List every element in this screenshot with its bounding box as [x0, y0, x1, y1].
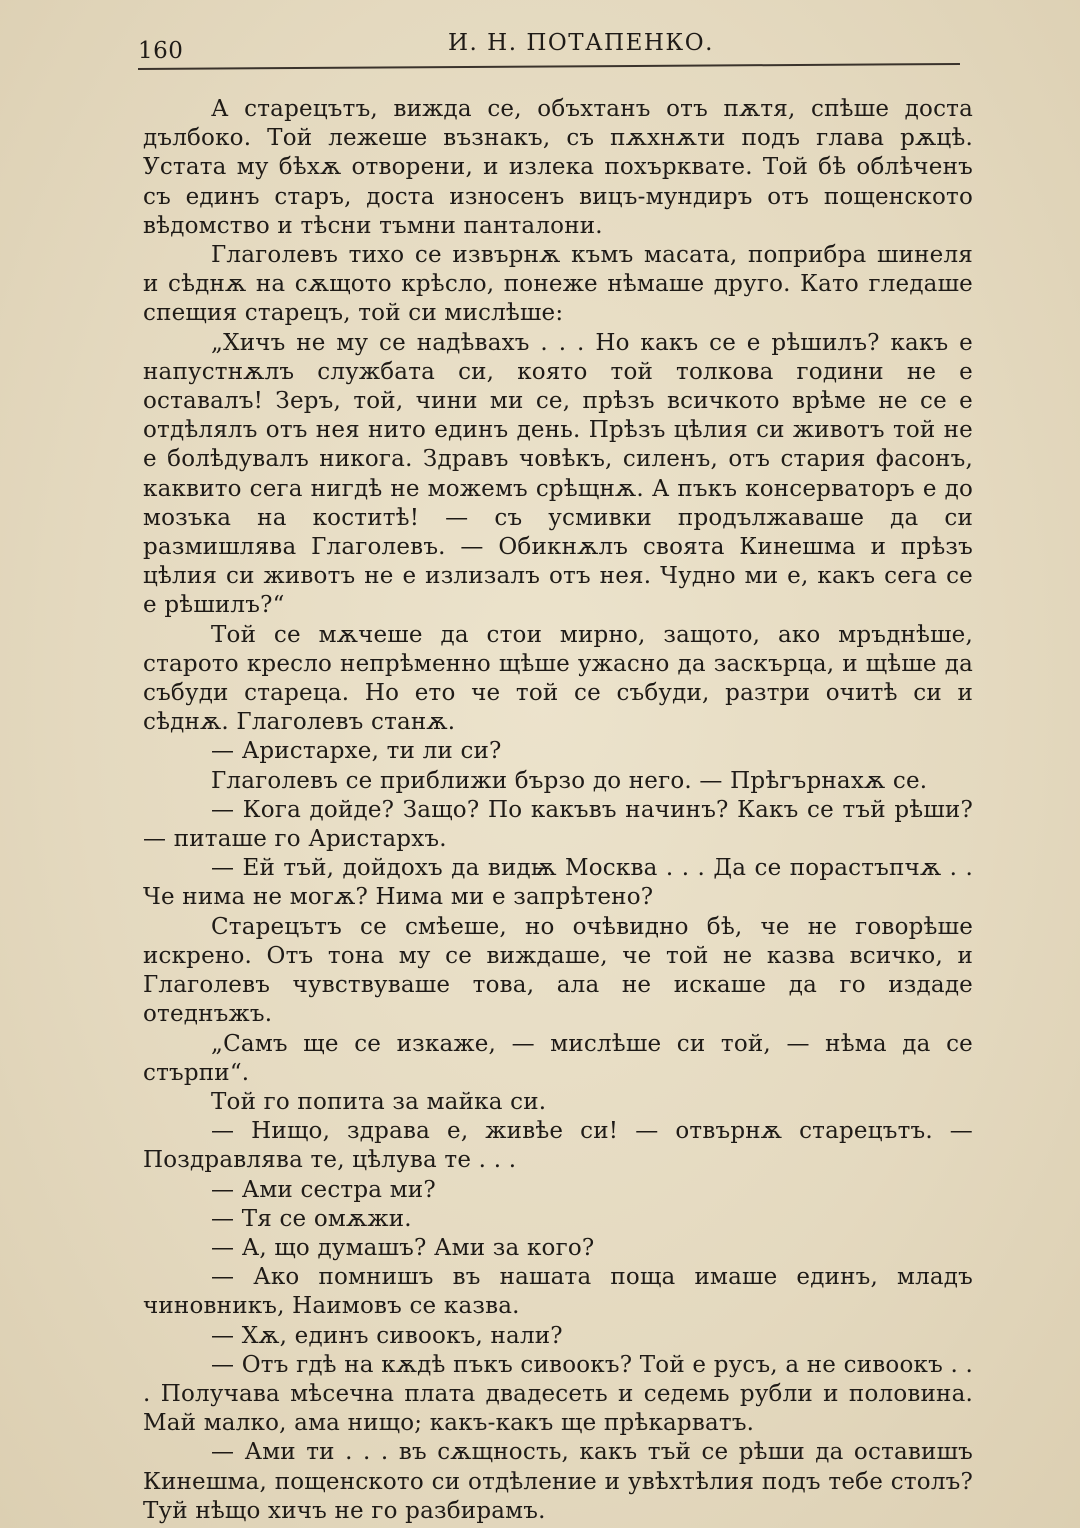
paragraph: — Хѫ, единъ сивоокъ, нали?	[211, 1322, 563, 1349]
paragraph: Глаголевъ се приближи бързо до него. — Прѣгърнахѫ се.	[211, 767, 928, 794]
paragraph: — Ако помнишъ въ нашата поща имаше единъ, младъ чиновникъ, Наимовъ се казва.	[143, 1264, 973, 1320]
paragraph: — Аристархе, ти ли си?	[211, 738, 502, 765]
running-head: И. Н. ПОТАПЕНКО.	[448, 30, 714, 56]
paragraph: Той го попита за майка си.	[211, 1088, 547, 1115]
paragraph: Той се мѫчеше да стои мирно, защото, ако мръднѣше, старото кресло непрѣменно щѣше ужасно да заскърца, и щѣше да събуди стареца. Но ето че той се събуди, разтри очитѣ си и сѣднѫ. Глаголевъ станѫ.	[143, 621, 973, 736]
paragraph: — Ами ти . . . въ сѫщность, какъ тъй се рѣши да оставишъ Кинешма, пощенското си отдѣление и увѣхтѣлия подъ тебе столъ? Туй нѣщо хичъ не го разбирамъ.	[143, 1439, 973, 1524]
paragraph: Старецътъ се смѣеше, но очѣвидно бѣ, че не говорѣше искрено. Отъ тона му се виждаше, че той не казва всичко, и Глаголевъ чувствуваше това, ала не искаше да го издаде отеднъжъ.	[143, 913, 973, 1028]
paragraph: — Нищо, здрава е, живѣе си! — отвърнѫ старецътъ. — Поздравлява те, цѣлува те . . .	[143, 1118, 973, 1174]
body-text	[143, 95, 973, 1526]
paragraph: — Ами сестра ми?	[211, 1176, 436, 1203]
paragraph: — Кога дойде? Защо? По какъвъ начинъ? Какъ се тъй рѣши? — питаше го Аристархъ.	[143, 796, 973, 853]
paragraph: Глаголевъ тихо се извърнѫ къмъ масата, поприбра шинеля и сѣднѫ на сѫщото крѣсло, понеже нѣмаше друго. Като гледаше спещия старецъ, той си мислѣше:	[143, 242, 973, 327]
paragraph: — А, що думашъ? Ами за кого?	[211, 1234, 595, 1261]
paragraph: — Ей тъй, дойдохъ да видѭ Москва . . . Да се порастъпчѫ . . Че нима не могѫ? Нима ми е запрѣтено?	[143, 855, 973, 911]
paragraph: „Самъ ще се изкаже, — мислѣше си той, — нѣма да се стърпи“.	[143, 1030, 973, 1086]
page-number: 160	[138, 38, 184, 64]
paragraph: А старецътъ, вижда се, объхтанъ отъ пѫтя, спѣше доста дълбоко. Той лежеше възнакъ, съ пѫхнѫти подъ глава рѫцѣ. Устата му бѣхѫ отворени, и излека похърквате. Той бѣ облѣченъ съ единъ старъ, доста износенъ вицъ-мундиръ отъ пощенското вѣдомство и тѣсни тъмни панталони.	[143, 96, 973, 239]
paragraph: — Отъ гдѣ на кѫдѣ пъкъ сивоокъ? Той е русъ, а не сивоокъ . . . Получава мѣсечна плата двадесеть и седемь рубли и половина. Май малко, ама нищо; какъ-какъ ще прѣкарватъ.	[143, 1351, 973, 1437]
paragraph: „Хичъ не му се надѣвахъ . . . Но какъ се е рѣшилъ? какъ е напустнѫлъ службата си, която той толкова години не е оставалъ! Зеръ, той, чини ми се, прѣзъ всичкото врѣме не се е отдѣлялъ отъ нея нито единъ день. Прѣзъ цѣлия си животъ той не е болѣдувалъ никога. Здравъ човѣкъ, силенъ, отъ стария фасонъ, каквито сега нигдѣ не можемъ срѣщнѫ. А пъкъ консерваторъ е до мозъка на коститѣ! — съ усмивки продължаваше да си размишлява Глаголевъ. — Обикнѫлъ своята Кинешма и прѣзъ цѣлия си животъ не е излизалъ отъ нея. Чудно ми е, какъ сега се е рѣшилъ?“	[143, 329, 973, 619]
paragraph: — Тя се омѫжи.	[211, 1205, 412, 1232]
